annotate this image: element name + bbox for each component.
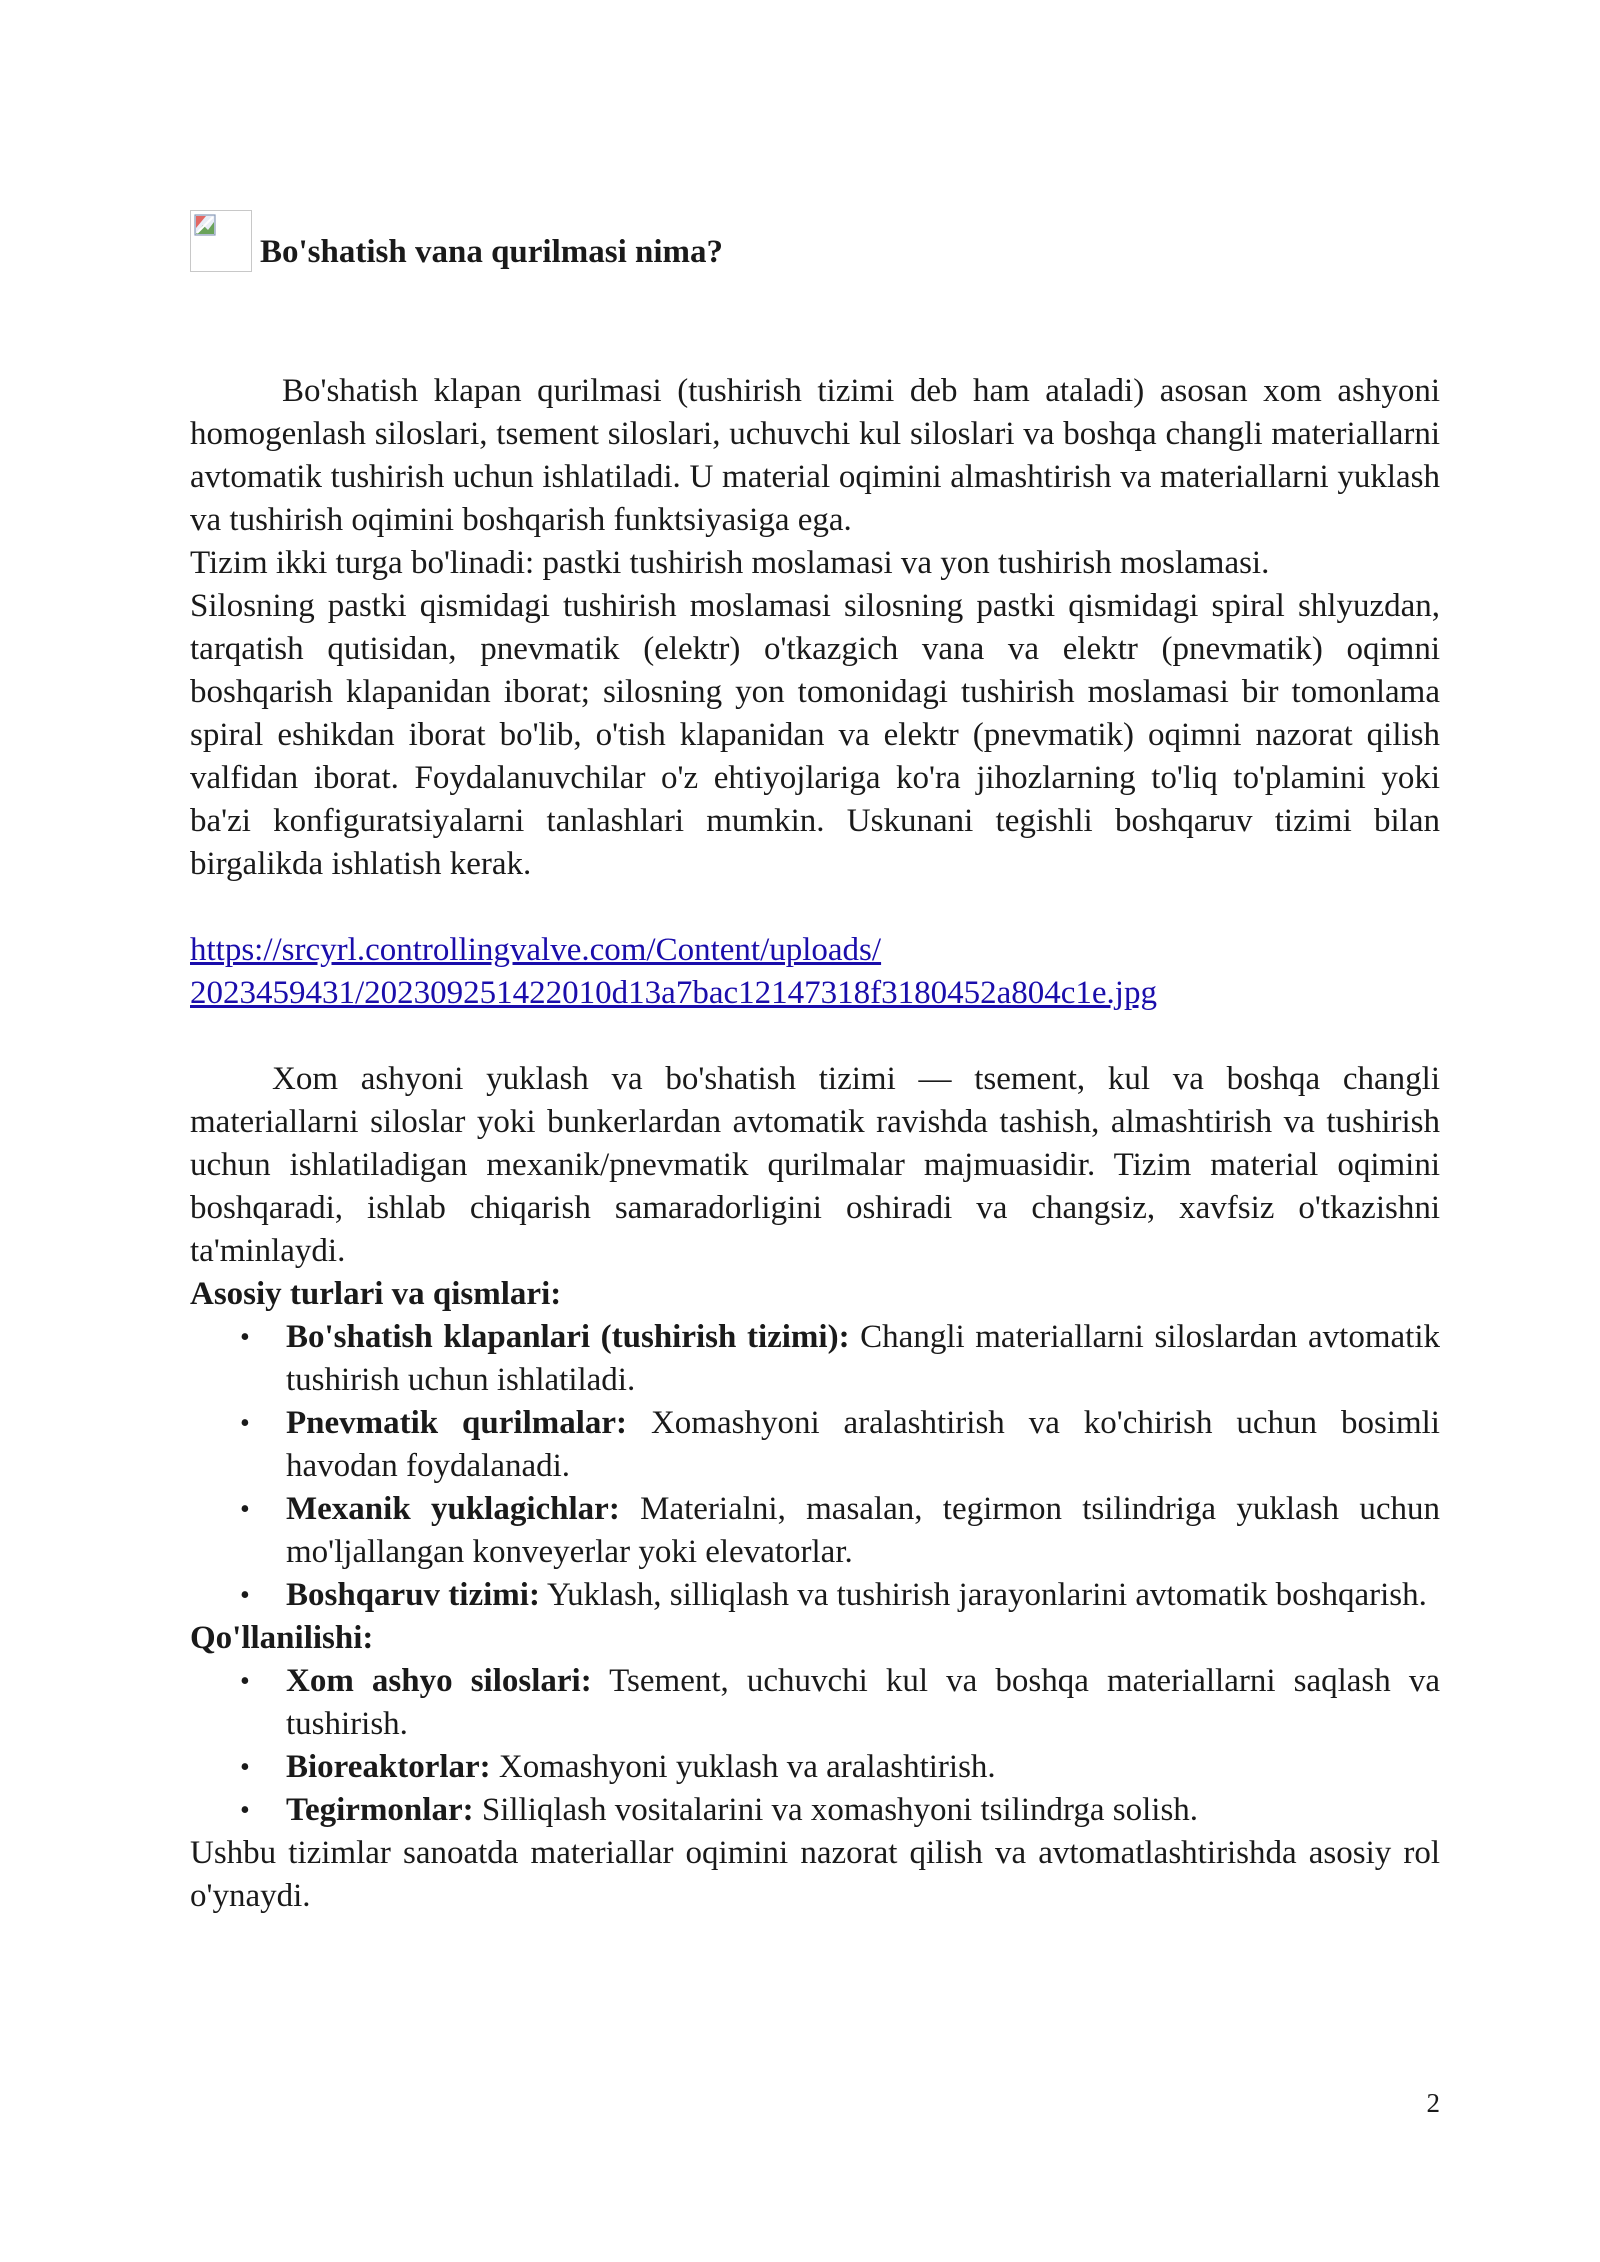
list-item-text: Tsement, uchuvchi kul va boshqa materiallarni saqlash va tushirish. — [286, 1663, 1440, 1742]
list-item-text: Xomashyoni yuklash va aralashtirish. — [490, 1749, 996, 1785]
list-item — [190, 1316, 1440, 1402]
applications-list — [190, 1660, 1440, 1832]
list-item — [190, 1660, 1440, 1746]
bullet-icon: • — [240, 1408, 250, 1439]
list-item-term: Bo'shatish klapanlari (tushirish tizimi): — [286, 1319, 850, 1355]
section-heading: Bo'shatish vana qurilmasi nima? — [260, 234, 724, 270]
document-page — [190, 210, 1440, 1918]
image-url-link[interactable] — [190, 932, 1157, 1011]
image-url-line-1: https://srcyrl.controllingvalve.com/Content/uploads/ — [190, 932, 882, 968]
types-list — [190, 1316, 1440, 1617]
paragraph-types: Tizim ikki turga bo'linadi: pastki tushirish moslamasi va yon tushirish moslamasi. — [190, 545, 1270, 581]
closing-paragraph: Ushbu tizimlar sanoatda materiallar oqimini nazorat qilish va avtomatlashtirishda asosiy rol o'ynaydi. — [190, 1835, 1440, 1914]
bullet-icon: • — [240, 1795, 250, 1826]
list-item-term: Boshqaruv tizimi: — [286, 1577, 540, 1613]
paragraph-details: Silosning pastki qismidagi tushirish moslamasi silosning pastki qismidagi spiral shlyuzdan, tarqatish qutisidan, pnevmatik (elektr) o'tkazgich vana va elektr (pnevmatik) oqimni boshqarish klapanidan iborat; silosning yon tomonidagi tushirish moslamasi bir tomonlama spiral eshikdan iborat bo'lib, o'tish klapanidan va elektr (pnevmatik) oqimni nazorat qilish valfidan iborat. Foydalanuvchilar o'z ehtiyojlariga ko'ra jihozlarning to'liq to'plamini yoki ba'zi konfiguratsiyalarni tanlashlari mumkin. Uskunani tegishli boshqaruv tizimi bilan birgalikda ishlatish kerak. — [190, 588, 1440, 882]
list-item — [190, 1746, 1440, 1789]
paragraph-intro: Bo'shatish klapan qurilmasi (tushirish tizimi deb ham ataladi) asosan xom ashyoni homogenlash siloslari, tsement siloslari, uchuvchi kul siloslari va boshqa changli materiallarni avtomatik tushirish uchun ishlatiladi. U material oqimini almashtirish va materiallarni yuklash va tushirish oqimini boshqarish funktsiyasiga ega. — [190, 373, 1440, 538]
page-number: 2 — [1426, 2088, 1440, 2118]
list-item-term: Tegirmonlar: — [286, 1792, 474, 1828]
image-url-line-2: 2023459431/202309251422010d13a7bac12147318f3180452a804c1e.jpg — [190, 975, 1157, 1011]
section-title-types: Asosiy turlari va qismlari: — [190, 1276, 562, 1312]
list-item-text: Yuklash, silliqlash va tushirish jarayonlarini avtomatik boshqarish. — [539, 1577, 1427, 1613]
list-item-term: Pnevmatik qurilmalar: — [286, 1405, 628, 1441]
bullet-icon: • — [240, 1494, 250, 1525]
list-item-text: Silliqlash vositalarini va xomashyoni tsilindrga solish. — [473, 1792, 1199, 1828]
list-item-text: Xomashyoni aralashtirish va ko'chirish uchun bosimli havodan foydalanadi. — [286, 1405, 1440, 1484]
broken-image-icon — [190, 210, 252, 272]
list-item — [190, 1488, 1440, 1574]
list-item-text: Materialni, masalan, tegirmon tsilindriga yuklash uchun mo'ljallangan konveyerlar yoki elevatorlar. — [286, 1491, 1440, 1570]
paragraph-system: Xom ashyoni yuklash va bo'shatish tizimi — tsement, kul va boshqa changli materiallarni siloslar yoki bunkerlardan avtomatik ravishda tashish, almashtirish va tushirish uchun ishlatiladigan mexanik/pnevmatik qurilmalar majmuasidir. Tizim material oqimini boshqaradi, ishlab chiqarish samaradorligini oshiradi va changsiz, xavfsiz o'tkazishni ta'minlaydi. — [190, 1061, 1440, 1269]
bullet-icon: • — [240, 1580, 250, 1611]
bullet-icon: • — [240, 1666, 250, 1697]
list-item-term: Mexanik yuklagichlar: — [286, 1491, 620, 1527]
list-item-term: Bioreaktorlar: — [286, 1749, 491, 1785]
list-item — [190, 1789, 1440, 1832]
list-item — [190, 1574, 1440, 1617]
section-title-applications: Qo'llanilishi: — [190, 1620, 374, 1656]
list-item — [190, 1402, 1440, 1488]
list-item-term: Xom ashyo siloslari: — [286, 1663, 592, 1699]
list-item-text: Changli materiallarni siloslardan avtomatik tushirish uchun ishlatiladi. — [286, 1319, 1440, 1398]
bullet-icon: • — [240, 1322, 250, 1353]
image-link-block — [190, 929, 1440, 1015]
heading-row — [190, 210, 1440, 272]
bullet-icon: • — [240, 1752, 250, 1783]
